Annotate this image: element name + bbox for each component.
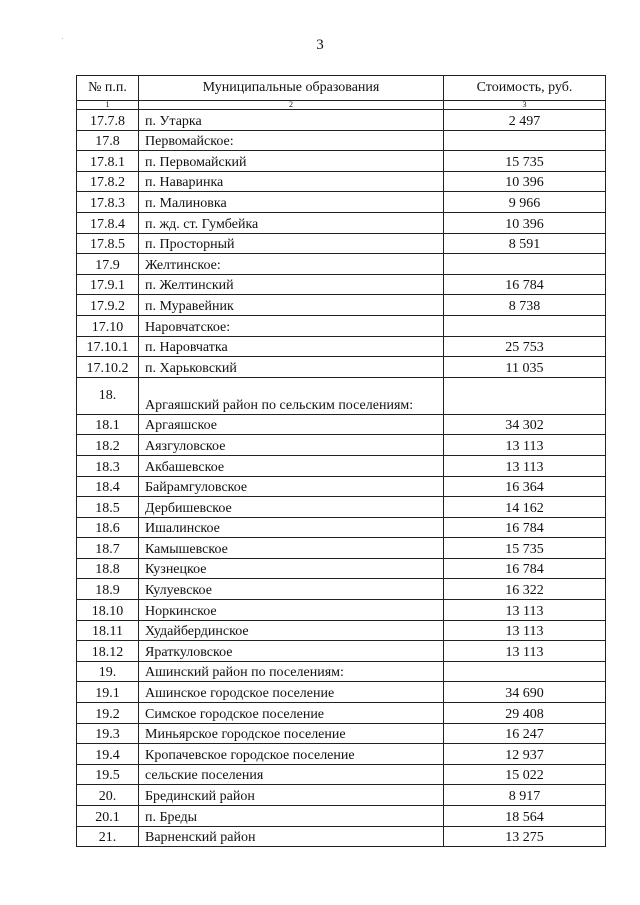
- table-row: [77, 130, 606, 151]
- row-municipality: Первомайское:: [139, 130, 444, 151]
- table-row: [77, 806, 606, 827]
- table-row: [77, 274, 606, 295]
- row-number: 17.10.1: [77, 336, 139, 357]
- row-number: 17.7.8: [77, 110, 139, 131]
- table-row: [77, 192, 606, 213]
- row-municipality: п. Бреды: [139, 806, 444, 827]
- row-number: 18.5: [77, 497, 139, 518]
- table-row: [77, 377, 606, 414]
- row-municipality: Камышевское: [139, 538, 444, 559]
- row-municipality: Норкинское: [139, 600, 444, 621]
- row-municipality: сельские поселения: [139, 764, 444, 785]
- row-number: 17.8: [77, 130, 139, 151]
- header-number: № п.п.: [77, 76, 139, 101]
- row-number: 18.: [77, 377, 139, 414]
- row-cost: 2 497: [444, 110, 606, 131]
- row-number: 18.12: [77, 641, 139, 662]
- row-municipality: Аргаяшское: [139, 414, 444, 435]
- row-cost: 13 113: [444, 620, 606, 641]
- row-municipality: Кропачевское городское поселение: [139, 744, 444, 765]
- row-number: 19.4: [77, 744, 139, 765]
- row-number: 20.: [77, 785, 139, 806]
- row-cost: 13 113: [444, 455, 606, 476]
- table-row: [77, 661, 606, 682]
- row-municipality: п. Наровчатка: [139, 336, 444, 357]
- row-cost: 34 302: [444, 414, 606, 435]
- row-number: 17.8.1: [77, 151, 139, 172]
- row-cost: 34 690: [444, 682, 606, 703]
- row-municipality: Симское городское поселение: [139, 703, 444, 724]
- row-municipality: п. Желтинский: [139, 274, 444, 295]
- table-row: [77, 110, 606, 131]
- row-cost: 16 364: [444, 476, 606, 497]
- row-number: 18.3: [77, 455, 139, 476]
- table-row: [77, 171, 606, 192]
- row-cost: 8 591: [444, 233, 606, 254]
- header-cost: Стоимость, руб.: [444, 76, 606, 101]
- table-row: [77, 295, 606, 316]
- row-cost: [444, 377, 606, 414]
- row-number: 18.2: [77, 435, 139, 456]
- table-row: [77, 357, 606, 378]
- cost-table: [76, 75, 606, 847]
- table-row: [77, 785, 606, 806]
- row-municipality: Ишалинское: [139, 517, 444, 538]
- row-municipality: п. Муравейник: [139, 295, 444, 316]
- row-cost: [444, 315, 606, 336]
- row-number: 17.8.2: [77, 171, 139, 192]
- row-municipality: Акбашевское: [139, 455, 444, 476]
- table-row: [77, 315, 606, 336]
- row-cost: 8 738: [444, 295, 606, 316]
- table-row: [77, 579, 606, 600]
- row-cost: 8 917: [444, 785, 606, 806]
- row-cost: 13 275: [444, 826, 606, 847]
- row-number: 19.1: [77, 682, 139, 703]
- column-index: 1: [77, 101, 139, 110]
- table-row: [77, 826, 606, 847]
- table-row: [77, 336, 606, 357]
- row-municipality: Брединский район: [139, 785, 444, 806]
- row-cost: 16 784: [444, 274, 606, 295]
- row-cost: 10 396: [444, 171, 606, 192]
- row-number: 18.6: [77, 517, 139, 538]
- row-cost: 15 735: [444, 151, 606, 172]
- row-municipality: Яраткуловское: [139, 641, 444, 662]
- row-municipality: п. Наваринка: [139, 171, 444, 192]
- row-number: 18.1: [77, 414, 139, 435]
- row-number: 17.8.5: [77, 233, 139, 254]
- row-municipality: Байрамгуловское: [139, 476, 444, 497]
- row-municipality: п. жд. ст. Гумбейка: [139, 212, 444, 233]
- row-cost: 13 113: [444, 641, 606, 662]
- table-row: [77, 703, 606, 724]
- table-row: [77, 538, 606, 559]
- row-municipality: Варненский район: [139, 826, 444, 847]
- row-number: 17.9.1: [77, 274, 139, 295]
- table-row: [77, 620, 606, 641]
- table-row: [77, 476, 606, 497]
- row-cost: 16 247: [444, 723, 606, 744]
- row-cost: 16 322: [444, 579, 606, 600]
- row-cost: 13 113: [444, 600, 606, 621]
- row-cost: 12 937: [444, 744, 606, 765]
- row-cost: 11 035: [444, 357, 606, 378]
- row-number: 17.8.3: [77, 192, 139, 213]
- row-cost: 25 753: [444, 336, 606, 357]
- row-municipality: п. Харьковский: [139, 357, 444, 378]
- table-row: [77, 558, 606, 579]
- row-number: 17.10: [77, 315, 139, 336]
- column-index: 3: [444, 101, 606, 110]
- row-number: 17.9: [77, 254, 139, 275]
- row-municipality: Ашинское городское поселение: [139, 682, 444, 703]
- row-number: 18.11: [77, 620, 139, 641]
- row-number: 18.4: [77, 476, 139, 497]
- row-cost: 16 784: [444, 517, 606, 538]
- row-number: 20.1: [77, 806, 139, 827]
- row-number: 21.: [77, 826, 139, 847]
- row-number: 19.: [77, 661, 139, 682]
- table-row: [77, 517, 606, 538]
- row-cost: 15 735: [444, 538, 606, 559]
- row-municipality: п. Просторный: [139, 233, 444, 254]
- table-row: [77, 233, 606, 254]
- row-cost: 29 408: [444, 703, 606, 724]
- column-index-row: [77, 101, 606, 110]
- row-number: 19.2: [77, 703, 139, 724]
- row-municipality: Кулуевское: [139, 579, 444, 600]
- row-municipality: Миньярское городское поселение: [139, 723, 444, 744]
- row-cost: [444, 661, 606, 682]
- row-municipality: Кузнецкое: [139, 558, 444, 579]
- table-row: [77, 723, 606, 744]
- table-row: [77, 682, 606, 703]
- row-number: 18.7: [77, 538, 139, 559]
- row-municipality: Желтинское:: [139, 254, 444, 275]
- table-row: [77, 414, 606, 435]
- row-cost: 14 162: [444, 497, 606, 518]
- row-cost: 9 966: [444, 192, 606, 213]
- table-row: [77, 764, 606, 785]
- row-cost: 15 022: [444, 764, 606, 785]
- table-row: [77, 497, 606, 518]
- row-number: 18.9: [77, 579, 139, 600]
- row-number: 17.9.2: [77, 295, 139, 316]
- row-cost: 13 113: [444, 435, 606, 456]
- table-row: [77, 151, 606, 172]
- row-number: 18.10: [77, 600, 139, 621]
- row-municipality: Наровчатское:: [139, 315, 444, 336]
- corner-mark: .: [62, 35, 64, 41]
- row-municipality: Ашинский район по поселениям:: [139, 661, 444, 682]
- row-municipality: Аргаяшский район по сельским поселениям:: [139, 377, 444, 414]
- table-row: [77, 254, 606, 275]
- row-number: 17.10.2: [77, 357, 139, 378]
- table-row: [77, 435, 606, 456]
- row-cost: [444, 130, 606, 151]
- row-number: 19.5: [77, 764, 139, 785]
- row-cost: 10 396: [444, 212, 606, 233]
- table-row: [77, 600, 606, 621]
- row-number: 18.8: [77, 558, 139, 579]
- page-number: 3: [316, 37, 324, 53]
- table-row: [77, 641, 606, 662]
- row-municipality: Аязгуловское: [139, 435, 444, 456]
- table-row: [77, 212, 606, 233]
- row-municipality: п. Малиновка: [139, 192, 444, 213]
- table-row: [77, 455, 606, 476]
- row-cost: [444, 254, 606, 275]
- row-municipality: Худайбердинское: [139, 620, 444, 641]
- row-cost: 16 784: [444, 558, 606, 579]
- row-number: 17.8.4: [77, 212, 139, 233]
- row-cost: 18 564: [444, 806, 606, 827]
- row-municipality: п. Первомайский: [139, 151, 444, 172]
- table-header-row: [77, 76, 606, 101]
- row-municipality: п. Утарка: [139, 110, 444, 131]
- row-municipality: Дербишевское: [139, 497, 444, 518]
- row-number: 19.3: [77, 723, 139, 744]
- column-index: 2: [139, 101, 444, 110]
- table-row: [77, 744, 606, 765]
- header-municipality: Муниципальные образования: [139, 76, 444, 101]
